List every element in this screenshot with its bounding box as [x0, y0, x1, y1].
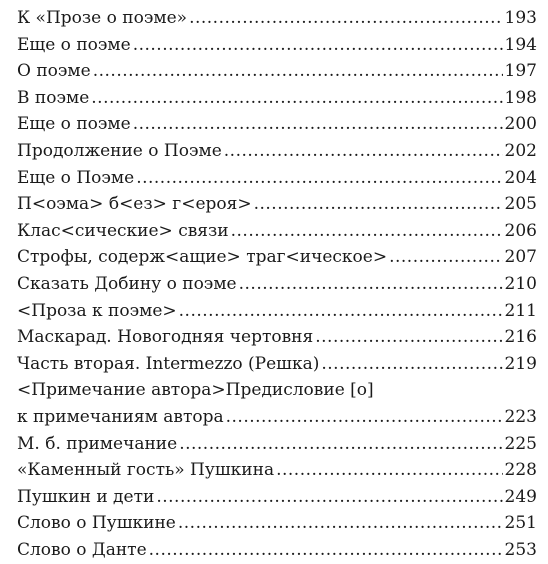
toc-entry-title: Клас<сические> связи — [17, 220, 229, 241]
dot-leader — [91, 85, 502, 112]
dot-leader — [133, 111, 503, 138]
toc-entry — [17, 510, 537, 537]
toc-entry-page: 198 — [504, 87, 537, 108]
toc-entry-title: О поэме — [17, 61, 91, 82]
toc-entry-page: 210 — [504, 273, 537, 294]
dot-leader — [156, 484, 502, 511]
toc-entry-title: Еще о поэме — [17, 114, 131, 135]
toc-entry-title: Маскарад. Новогодняя чертовня — [17, 327, 314, 348]
dot-leader — [231, 218, 503, 245]
dot-leader — [224, 138, 503, 165]
toc-entry-title: Часть вторая. Intermezzo (Решка) — [17, 353, 320, 374]
dot-leader — [179, 431, 502, 458]
toc-entry — [17, 537, 537, 564]
toc-entry — [17, 298, 537, 325]
dot-leader — [226, 404, 503, 431]
dot-leader — [179, 298, 503, 325]
toc-entry-title: П<оэма> б<ез> г<ероя> — [17, 194, 252, 215]
dot-leader — [276, 457, 502, 484]
toc-entry-title: Еще о поэме — [17, 34, 131, 55]
toc-entry-page: 194 — [504, 34, 537, 55]
toc-entry — [17, 32, 537, 59]
toc-entry-page: 225 — [504, 433, 537, 454]
toc-entry — [17, 457, 537, 484]
toc-entry-page: 206 — [504, 220, 537, 241]
dot-leader — [315, 324, 502, 351]
dot-leader — [136, 165, 502, 192]
toc-entry-page: 202 — [504, 140, 537, 161]
toc-entry-page: 207 — [504, 247, 537, 268]
toc-entry-page: 193 — [504, 8, 537, 28]
toc-entry-title: Слово о Данте — [17, 539, 147, 560]
dot-leader — [321, 351, 502, 378]
toc-entry-title-first-line: <Примечание автора>Предисловие [о] — [17, 380, 374, 401]
toc-entry — [17, 218, 537, 245]
toc-entry-title: Слово о Пушкине — [17, 513, 176, 534]
toc-entry-page: 251 — [504, 513, 537, 534]
toc-entry-page: 216 — [504, 327, 537, 348]
dot-leader — [239, 271, 503, 298]
toc-entry — [17, 271, 537, 298]
toc-entry — [17, 404, 537, 431]
toc-entry-page: 249 — [504, 486, 537, 507]
toc-entry-title: <Проза к поэме> — [17, 300, 177, 321]
dot-leader — [178, 510, 503, 537]
toc-entry — [17, 5, 537, 32]
toc-entry — [17, 431, 537, 458]
dot-leader — [149, 537, 503, 564]
toc-entry-title: «Каменный гость» Пушкина — [17, 460, 275, 481]
toc-entry — [17, 165, 537, 192]
toc-entry — [17, 324, 537, 351]
toc-entry-title: Строфы, содерж<ащие> траг<ическое> — [17, 247, 388, 268]
toc-entry-page: 228 — [504, 460, 537, 481]
toc-entry-title: к примечаниям автора — [17, 406, 224, 427]
dot-leader — [189, 5, 502, 32]
toc-entry-page: 200 — [504, 114, 537, 135]
dot-leader — [133, 32, 503, 59]
toc-entry — [17, 191, 537, 218]
dot-leader — [389, 244, 502, 271]
toc-entry-title: К «Прозе о поэме» — [17, 8, 188, 28]
toc-entry-page: 223 — [504, 406, 537, 427]
toc-entry-page: 205 — [504, 194, 537, 215]
toc-entry-page: 204 — [504, 167, 537, 188]
toc-entry — [17, 138, 537, 165]
toc-entry-page: 197 — [504, 61, 537, 82]
toc-entry-title: Пушкин и дети — [17, 486, 155, 507]
toc-entry-title: Еще о Поэме — [17, 167, 135, 188]
toc-entry — [17, 58, 537, 85]
toc-entry — [17, 111, 537, 138]
toc-entry-page: 211 — [504, 300, 537, 321]
dot-leader — [93, 58, 503, 85]
toc-entry-page: 253 — [504, 539, 537, 560]
dot-leader — [254, 191, 503, 218]
toc-entry — [17, 244, 537, 271]
toc-entry — [17, 351, 537, 378]
toc-entry-title: Сказать Добину о поэме — [17, 273, 237, 294]
toc-entry — [17, 85, 537, 112]
table-of-contents — [17, 5, 537, 563]
toc-entry-title: В поэме — [17, 87, 90, 108]
toc-entry — [17, 484, 537, 511]
toc-entry-title: М. б. примечание — [17, 433, 178, 454]
toc-entry-page: 219 — [504, 353, 537, 374]
toc-entry-title: Продолжение о Поэме — [17, 140, 222, 161]
